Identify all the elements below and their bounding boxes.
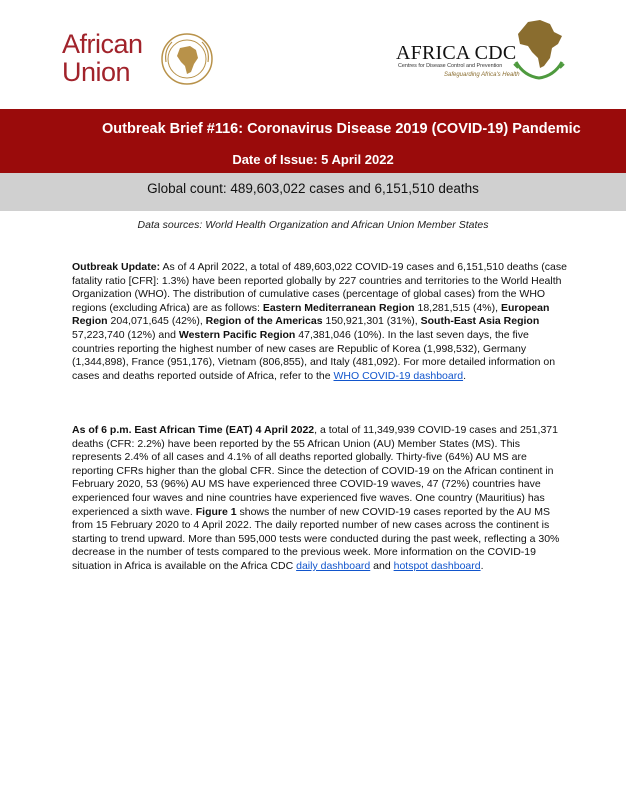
africa-map-icon (510, 18, 568, 80)
figure-reference: Figure 1 (195, 505, 237, 518)
data-sources: Data sources: World Health Organization and African Union Member States (137, 219, 489, 231)
region-amr: Region of the Americas (205, 315, 323, 328)
daily-dashboard-link[interactable]: daily dashboard (296, 559, 371, 572)
africa-cdc-subtitle: Centres for Disease Control and Prevention (398, 63, 503, 69)
brief-title: Outbreak Brief #116: Coronavirus Disease 2019 (COVID-19) Pandemic (102, 121, 581, 137)
region-sear: South-East Asia Region (420, 315, 540, 328)
africa-cdc-tagline: Safeguarding Africa's Health (444, 72, 520, 78)
outbreak-update-label: Outbreak Update: (72, 261, 161, 273)
region-wpr: Western Pacific Region (178, 328, 296, 341)
issue-date: Date of Issue: 5 April 2022 (232, 152, 394, 167)
region-emr: Eastern Mediterranean Region (262, 301, 415, 314)
africa-cdc-name: AFRICA CDC (396, 42, 517, 64)
region-eur: European Region (72, 301, 550, 328)
title-banner (0, 109, 626, 173)
outbreak-update-paragraph: Outbreak Update: As of 4 April 2022, a total of 489,603,022 COVID-19 cases and 6,151,510 deaths (case fatality ratio [CFR]: 1.3%) have been reported globally by 227 countries and territories to the World Health Organization (WHO). The distribution of cumulative cases (percentage of global cases) from the WHO regions (excluding Africa) are as follows: Eastern Mediterranean Region 18,281,515 (4%), European Region 204,071,645 (42%), Region of the Americas 150,921,301 (31%), South-East Asia Region 57,223,740 (12%) and Western Pacific Region 47,381,046 (10%). In the last seven days, the five countries reporting the highest number of new cases are Republic of Korea (1,998,532), Germany (1,344,898), France (951,176), Vietnam (806,855), and Italy (481,092). For more detailed information on cases and deaths reported outside of Africa, refer to the WHO COVID-19 dashboard. (72, 261, 567, 382)
global-count-text: Global count: 489,603,022 cases and 6,151,510 deaths (147, 181, 479, 196)
who-dashboard-link[interactable]: WHO COVID-19 dashboard (333, 369, 464, 382)
africa-update-label: As of 6 p.m. East African Time (EAT) 4 April 2022 (72, 424, 315, 436)
africa-cdc-logo (392, 18, 572, 90)
african-union-logo (62, 30, 222, 92)
global-count-bar (0, 173, 626, 211)
african-union-emblem-icon (160, 32, 214, 86)
page-header (0, 0, 626, 100)
africa-update-paragraph: As of 6 p.m. East African Time (EAT) 4 April 2022, a total of 11,349,939 COVID-19 cases and 251,371 deaths (CFR: 2.2%) have been reported by the 55 African Union (AU) Member States (MS). This represents 2.4% of all cases and 4.1% of all deaths reported globally. Thirty-five (64%) AU MS are reporting CFRs higher than the global CFR. Since the detection of COVID-19 on the African continent in February 2020, 53 (96%) AU MS have experienced three COVID-19 waves, 47 (72%) countries have experienced four waves and nine countries have experienced five waves. One country (Mauritius) has experienced a sixth wave. Figure 1 shows the number of new COVID-19 cases reported by the AU MS from 15 February 2020 to 4 April 2022. The daily reported number of new cases across the continent is starting to trend upward. More than 595,000 tests were conducted during the past week, reflecting a 30% decrease in the number of tests compared to the previous week. More information on the COVID-19 situation in Africa is available on the Africa CDC daily dashboard and hotspot dashboard. (72, 424, 560, 572)
hotspot-dashboard-link[interactable]: hotspot dashboard (393, 559, 481, 572)
african-union-wordmark: African Union (62, 29, 143, 87)
